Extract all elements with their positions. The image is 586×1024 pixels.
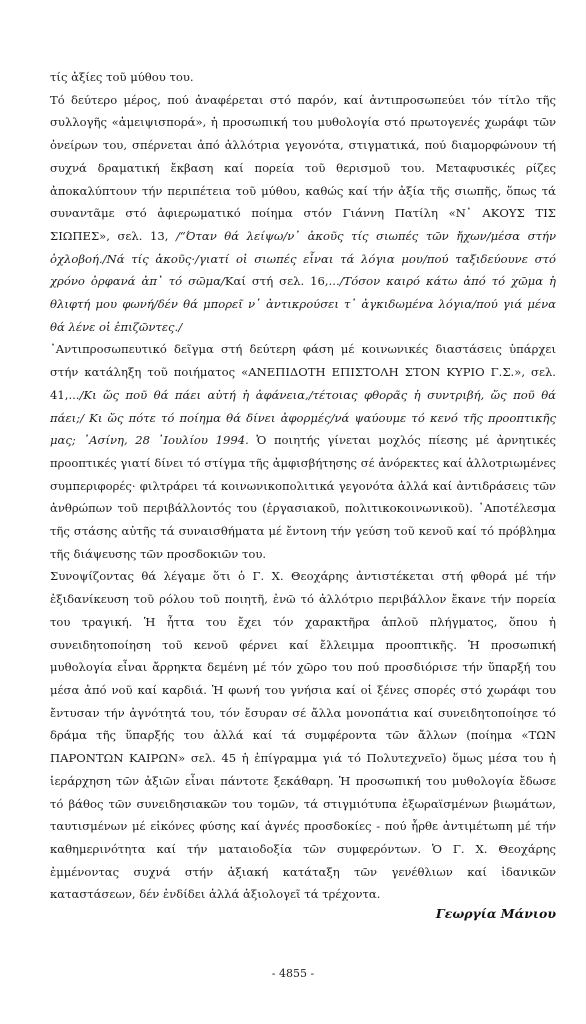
- paragraph-second-part: [50, 89, 556, 339]
- paragraph-text: Ὁ ποιητής γίνεται μοχλός πίεσης μέ ἀρνητικές προοπτικές γιατί δίνει τό στίγμα τῆς ἀμφισβήτησης σέ ἀνόρεκτες καί ἀλλοτριωμένες συμπεριφορές· φιλτράρει τά κοινωνικοπολιτικά γεγονότα ἀλλά καί ἀντιδράσεις τῶν ἀνθρώπων τοῦ περιβάλλοντός του (ἐργασιακοῦ, πολιτικοκοινωνικοῦ). ᾿Αποτέλεσμα τῆς στάσης αὐτῆς τά συναισθήματα μέ ἔντονη τήν γεύση τοῦ κενοῦ καί τό πρόβλημα τῆς διάψευσης τῶν προσδοκιῶν του.: [50, 433, 556, 561]
- paragraph-text: Καί στή σελ. 16,...: [224, 274, 340, 289]
- article-body: [50, 66, 556, 906]
- poem-quote: /Τόσον καιρό κάτω ἀπό τό χῶμα ἡ θλιφτή μου φωνή/δέν θά μπορεῖ ν᾿ ἀντικρούσει τ᾿ ἀγκιδωμένα λόγια/πού γιά μένα θά λένε οἱ ἐπιζῶντες./: [50, 274, 556, 334]
- author-signature: Γεωργία Μάνιου: [435, 906, 556, 921]
- paragraph-text: ᾿Αντιπροσωπευτικό δεῖγμα στή δεύτερη φάση μέ κοινωνικές διαστάσεις ὑπάρχει στήν κατάληξη τοῦ ποιήματος «ΑΝΕΠΙΔΟΤΗ ΕΠΙΣΤΟΛΗ ΣΤΟΝ ΚΥΡΙΟ Γ.Σ.», σελ. 41,...: [50, 342, 556, 402]
- paragraph-intro: τίς ἀξίες τοῦ μύθου του.: [50, 70, 194, 84]
- poem-quote: /Κι ὥς ποῦ θά πάει αὐτή ἡ ἀφάνεια,/τέτοιας φθορᾶς ἡ συντριβή, ὥς ποῦ θά πάει;/ Κι ὥς πότε τό ποίημα θά δίνει ἀφορμές/νά ψαύουμε τό κενό τῆς προοπτικῆς μας; ᾿Ασίνη, 28 ᾿Ιουλίου 1994.: [50, 387, 556, 448]
- poem-quote: /“Όταν θά λείψω/ν᾿ ἀκοῦς τίς σιωπές τῶν ἤχων/μέσα στήν ὀχλοβοή./Νά τίς ἀκοῦς·/γιατί οἱ σιωπές εἶναι τά λόγια μου/πού ταξιδεύουνε στό χρόνο ὀρφανά ἀπ᾿ τό σῶμα/: [50, 228, 556, 289]
- page-number: - 4855 -: [271, 967, 315, 980]
- paragraph-conclusion: Συνοψίζοντας θά λέγαμε ὅτι ὁ Γ. Χ. Θεοχάρης ἀντιστέκεται στή φθορά μέ τήν ἐξιδανίκευση τοῦ ρόλου τοῦ ποιητῆ, ἐνῶ τό ἀλλότριο περιβάλλον ἔκανε τήν πορεία του τραγική. Ἡ ἧττα του ἔχει τόν χαρακτῆρα ἁπλοῦ πλήγματος, ὅπου ἡ συνειδητοποίηση τοῦ κενοῦ φέρνει καί ἔλλειμμα προοπτικῆς. Ἡ προσωπική μυθολογία εἶναι ἄρρηκτα δεμένη μέ τόν χῶρο του πού προσδιόρισε τήν ὕπαρξή του μέσα ἀπό νοῦ καί καρδιά. Ἡ φωνή του γνήσια καί οἱ ξένες σπορές στό χωράφι του ἔντυσαν τήν ἀγνότητά του, τόν ἔσυραν σέ ἄλλα μονοπάτια καί συνειδητοποίησε τό δράμα τῆς ὕπαρξής του ἀλλά καί τά συμφέροντα τῶν ἄλλων (ποίημα «ΤΩΝ ΠΑΡΟΝΤΩΝ ΚΑΙΡΩΝ» σελ. 45 ἡ ἐπίγραμμα γιά τό Πολυτεχνεῖο) ὅμως μέσα του ἡ ἱεράρχηση τῶν ἀξιῶν εἶναι πάντοτε ξεκάθαρη. Ἡ προσωπική του μυθολογία ἔδωσε τό βάθος τῶν συνειδησιακῶν του τομῶν, τά στιγμιότυπα ἐξωραϊσμένων βιωμάτων, ταυτισμένων μέ εἰκόνες φύσης καί ἀγνές προσδοκίες - πού ἦρθε ἀντιμέτωπη μέ τήν καθημερινότητα καί τήν ματαιοδοξία τῶν συμφερόντων. Ὁ Γ. Χ. Θεοχάρης ἐμμένοντας συχνά στήν ἀξιακή κατάταξη τῶν γενέθλιων καί ἰδανικῶν καταστάσεων, δέν ἐνδίδει ἀλλά ἀξιολογεῖ τά τρέχοντα.: [50, 569, 556, 902]
- paragraph-text: Τό δεύτερο μέρος, πού ἀναφέρεται στό παρόν, καί ἀντιπροσωπεύει τόν τίτλο τῆς συλλογῆς «ἀμειψισπορά», ἡ προσωπική του μυθολογία στό πρωτογενές χωράφι τῶν ὀνείρων του, σπέρνεται ἀπό ἀλλότρια γεγονότα, στιγματικά, πού διαμορφώνουν τή συχνά δραματική ἔκβαση καί πορεία τοῦ θερισμοῦ του. Μεταφυσικές ρίζες ἀποκαλύπτουν τήν περιπέτεια τοῦ μύθου, καθώς καί τήν ἀξία τῆς σιωπῆς, ὅπως τά συναντᾶμε στό ἀφιερωματικό ποίημα στόν Γιάννη Πατίλη «Ν᾿ ΑΚΟΥΣ ΤΙΣ ΣΙΩΠΕΣ», σελ. 13,: [50, 92, 556, 243]
- paragraph-social: [50, 338, 556, 565]
